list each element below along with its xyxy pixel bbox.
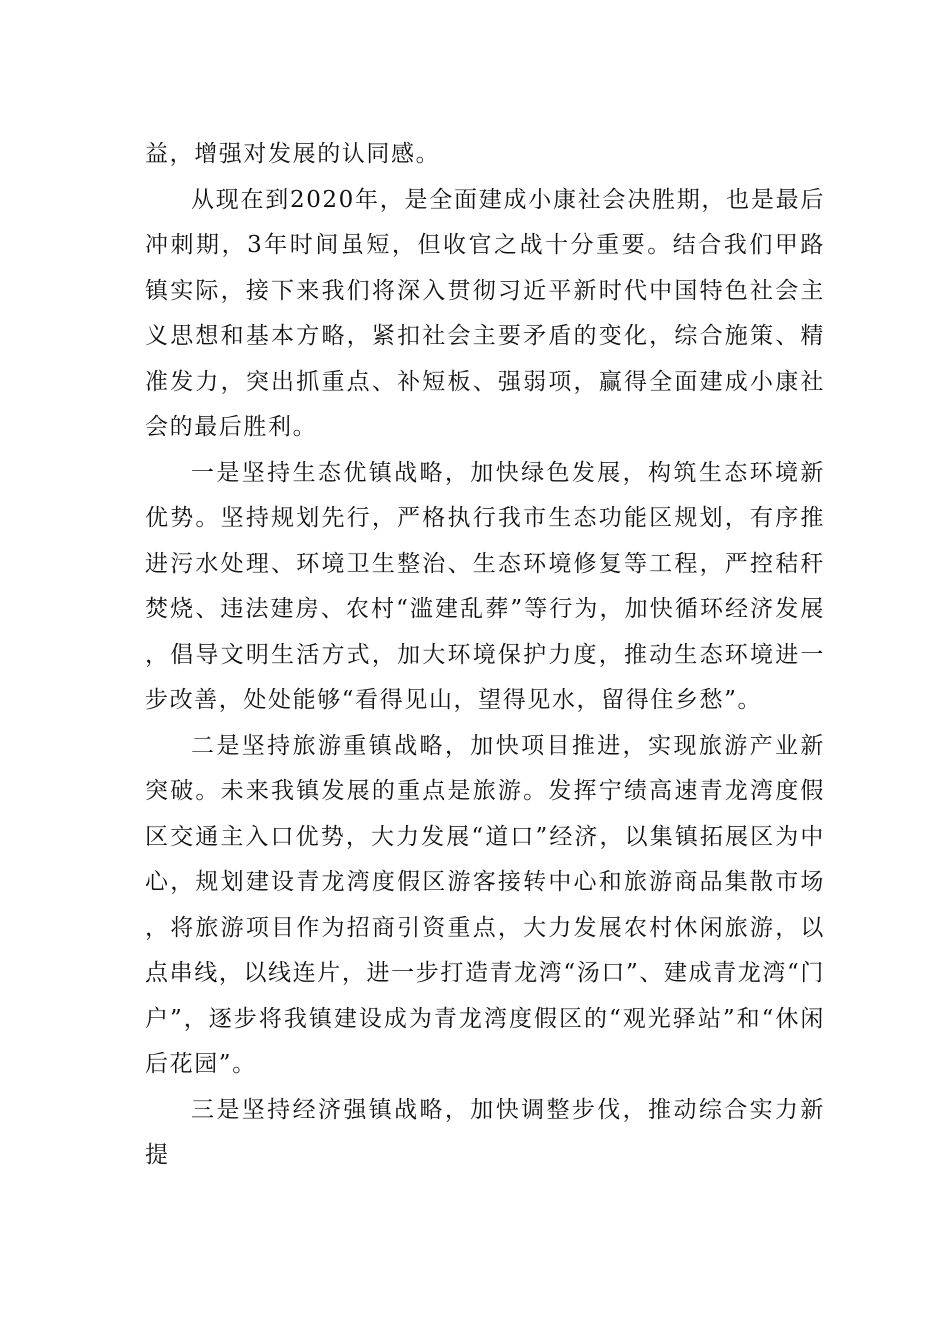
paragraph-ecology-strategy: 一是坚持生态优镇战略，加快绿色发展，构筑生态环境新优势。坚持规划先行，严格执行我市生态功能区规划，有序推进污水处理、环境卫生整治、生态环境修复等工程，严控秸秆焚烧、违法建房、农村“滥建乱葬”等行为，加快循环经济发展，倡导文明生活方式，加大环境保护力度，推动生态环境进一步改善，处处能够“看得见山，望得见水，留得住乡愁”。: [145, 459, 825, 713]
paragraph-xiaokang-goal: 从现在到2020年，是全面建成小康社会决胜期，也是最后冲刺期，3年时间虽短，但收官之战十分重要。结合我们甲路镇实际，接下来我们将深入贯彻习近平新时代中国特色社会主义思想和基本方略，紧扣社会主要矛盾的变化，综合施策、精准发力，突出抓重点、补短板、强弱项，赢得全面建成小康社会的最后胜利。: [145, 186, 825, 440]
paragraph-economy-strategy: 三是坚持经济强镇战略，加快调整步伐，推动综合实力新提: [145, 1096, 825, 1168]
paragraph-tourism-strategy: 二是坚持旅游重镇战略，加快项目推进，实现旅游产业新突破。未来我镇发展的重点是旅游。发挥宁绩高速青龙湾度假区交通主入口优势，大力发展“道口”经济，以集镇拓展区为中心，规划建设青龙湾度假区游客接转中心和旅游商品集散市场，将旅游项目作为招商引资重点，大力发展农村休闲旅游，以点串线，以线连片，进一步打造青龙湾“汤口”、建成青龙湾“门户”，逐步将我镇建设成为青龙湾度假区的“观光驿站”和“休闲后花园”。: [145, 732, 825, 1077]
document-body: [145, 132, 825, 1179]
paragraph-continued: 益，增强对发展的认同感。: [145, 141, 441, 167]
